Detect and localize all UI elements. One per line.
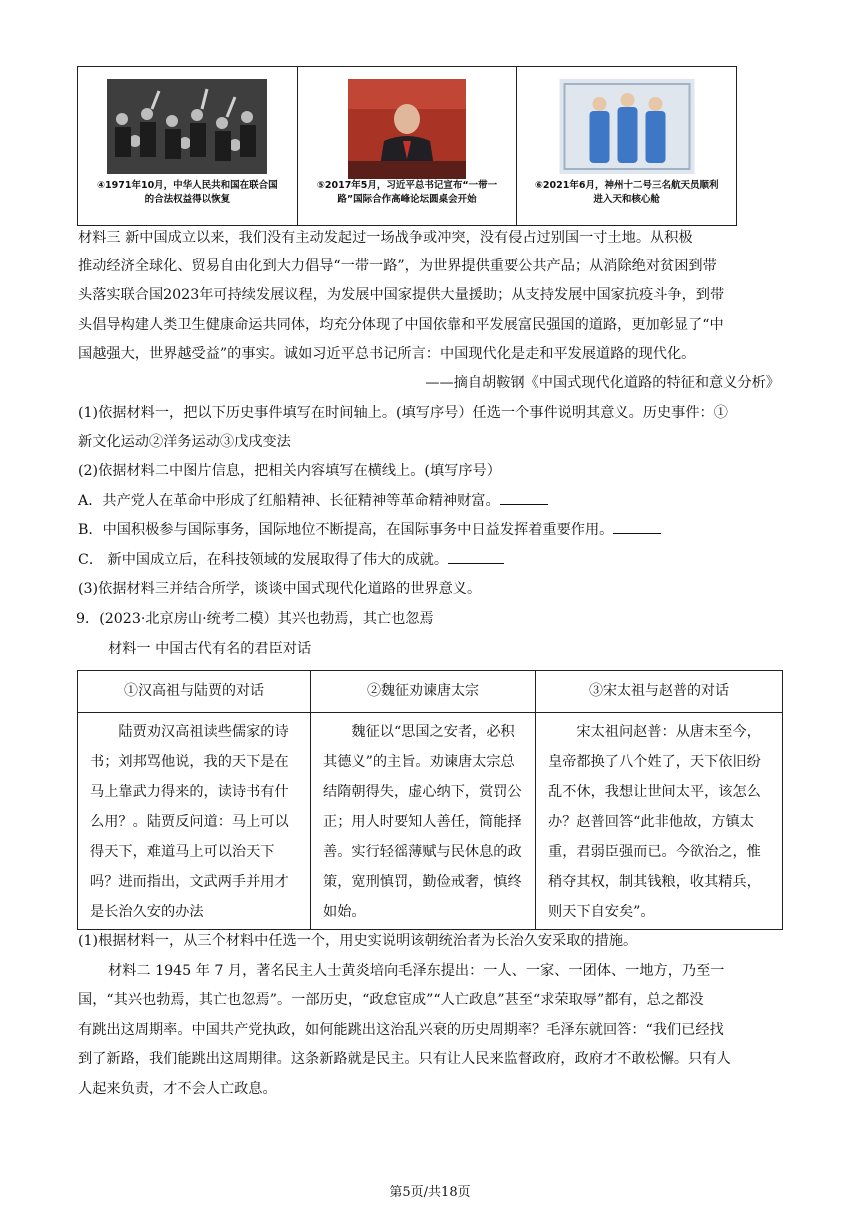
option-a bbox=[78, 487, 780, 515]
table-header bbox=[78, 671, 782, 713]
answer-blank[interactable] bbox=[500, 490, 548, 505]
question-3: (3)依据材料三并结合所学，谈谈中国式现代化道路的世界意义。 bbox=[78, 581, 482, 597]
answer-blank[interactable] bbox=[613, 519, 661, 534]
dialogue-table bbox=[77, 670, 783, 930]
image-caption: ④1971年10月，中华人民共和国在联合国的合法权益得以恢复 bbox=[96, 180, 278, 205]
material3-line: 推动经济全球化、贸易自由化到大力倡导“一带一路”，为世界提供重要公共产品；从消除绝对贫困到带 bbox=[78, 258, 717, 274]
crowd-photo-icon bbox=[107, 79, 267, 174]
option-b-text: B．中国积极参与国际事务，国际地位不断提高，在国际事务中日益发挥着重要作用。 bbox=[78, 522, 614, 538]
photo-un-vote bbox=[107, 79, 267, 174]
option-c-text: C． 新中国成立后，在科技领域的发展取得了伟大的成就。 bbox=[78, 552, 449, 568]
question-1: (1)依据材料一，把以下历史事件填写在时间轴上。(填写序号）任选一个事件说明其意义。历史事件：① bbox=[78, 405, 728, 421]
option-b bbox=[78, 516, 780, 544]
option-c bbox=[78, 546, 780, 574]
image-table bbox=[77, 66, 737, 226]
table-cell: 魏征以“思国之安者，必积其德义”的主旨。劝谏唐太宗总结隋朝得失，虚心纳下，赏罚公正；用人时要知人善任，简能择善。实行轻徭薄赋与民休息的政策，宽刑慎罚，勤俭戒奢，慎终如始。 bbox=[311, 713, 536, 929]
question-2: (2)依据材料二中图片信息，把相关内容填写在横线上。(填写序号） bbox=[78, 463, 501, 479]
image-caption: ⑥2021年6月，神州十二号三名航天员顺利进入天和核心舱 bbox=[534, 180, 719, 205]
material3-source: ——摘自胡鞍钢《中国式现代化道路的特征和意义分析》 bbox=[425, 375, 780, 391]
image-cell-6 bbox=[517, 67, 736, 225]
speaker-photo-icon bbox=[348, 79, 466, 179]
answer-blank[interactable] bbox=[448, 549, 504, 564]
option-a-text: A．共产党人在革命中形成了红船精神、长征精神等革命精神财富。 bbox=[78, 493, 500, 509]
question-9: 9．(2023·北京房山·统考二模）其兴也勃焉，其亡也忽焉 bbox=[76, 611, 434, 627]
table-row bbox=[78, 713, 782, 929]
material1-title: 材料一 中国古代有名的君臣对话 bbox=[108, 641, 312, 657]
table-cell: 宋太祖问赵普：从唐末至今，皇帝都换了八个姓了，天下依旧纷乱不休，我想让世间太平，该怎么办？赵普回答“此非他故，方镇太重，君弱臣强而已。今欲治之，惟稍夺其权，制其钱粮，收其精兵，则天下自安矣”。 bbox=[548, 724, 761, 920]
table-cell: 陆贾劝汉高祖读些儒家的诗书；刘邦骂他说，我的天下是在马上靠武力得来的，读诗书有什么用？。陆贾反问道：马上可以得天下，难道马上可以治天下吗？进而指出，文武两手并用才是长治久安的办法 bbox=[78, 713, 311, 929]
astronauts-photo-icon bbox=[559, 79, 694, 174]
material2-line: 国，“其兴也勃焉，其亡也忽焉”。一部历史，“政怠宦成”“人亡政息”甚至“求荣取辱”都有，总之都没 bbox=[78, 992, 704, 1008]
material3-line: 头落实联合国2023年可持续发展议程，为发展中国家提供大量援助；从支持发展中国家抗疫斗争，到带 bbox=[78, 287, 725, 303]
material3-line: 国越强大，世界越受益”的事实。诚如习近平总书记所言：中国现代化是走和平发展道路的现代化。 bbox=[78, 346, 696, 362]
material2-line: 有跳出这周期率。中国共产党执政，如何能跳出这治乱兴衰的历史周期率？毛泽东就回答：“我们已经找 bbox=[78, 1022, 724, 1038]
page-footer: 第5页/共18页 bbox=[389, 1185, 471, 1200]
image-cell-5 bbox=[298, 67, 518, 225]
material2-line: 人起来负责，才不会人亡政息。 bbox=[78, 1081, 277, 1097]
photo-forum bbox=[348, 79, 466, 179]
image-cell-4 bbox=[78, 67, 298, 225]
table-header-cell: ③宋太祖与赵普的对话 bbox=[589, 683, 729, 699]
table-header-cell: ②魏征劝谏唐太宗 bbox=[311, 671, 536, 712]
photo-astronauts bbox=[559, 79, 694, 174]
question-after-table: (1)根据材料一，从三个材料中任选一个，用史实说明该朝统治者为长治久安采取的措施。 bbox=[78, 933, 638, 949]
material2-line: 到了新路，我们能跳出这周期律。这条新路就是民主。只有让人民来监督政府，政府才不敢松懈。只有人 bbox=[78, 1051, 731, 1067]
material2-line: 材料二 1945 年 7 月，著名民主人士黄炎培向毛泽东提出：一人、一家、一团体、一地方，乃至一 bbox=[108, 963, 725, 979]
question-1-events: 新文化运动②洋务运动③戊戌变法 bbox=[78, 434, 291, 450]
table-header-cell: ①汉高祖与陆贾的对话 bbox=[78, 671, 311, 712]
material3-line: 材料三 新中国成立以来，我们没有主动发起过一场战争或冲突，没有侵占过别国一寸土地。从积极 bbox=[78, 230, 693, 246]
image-caption: ⑤2017年5月，习近平总书记宣布“一带一路”国际合作高峰论坛圆桌会开始 bbox=[316, 180, 498, 205]
material3-line: 头倡导构建人类卫生健康命运共同体，均充分体现了中国依靠和平发展富民强国的道路，更加彰显了“中 bbox=[78, 317, 724, 333]
